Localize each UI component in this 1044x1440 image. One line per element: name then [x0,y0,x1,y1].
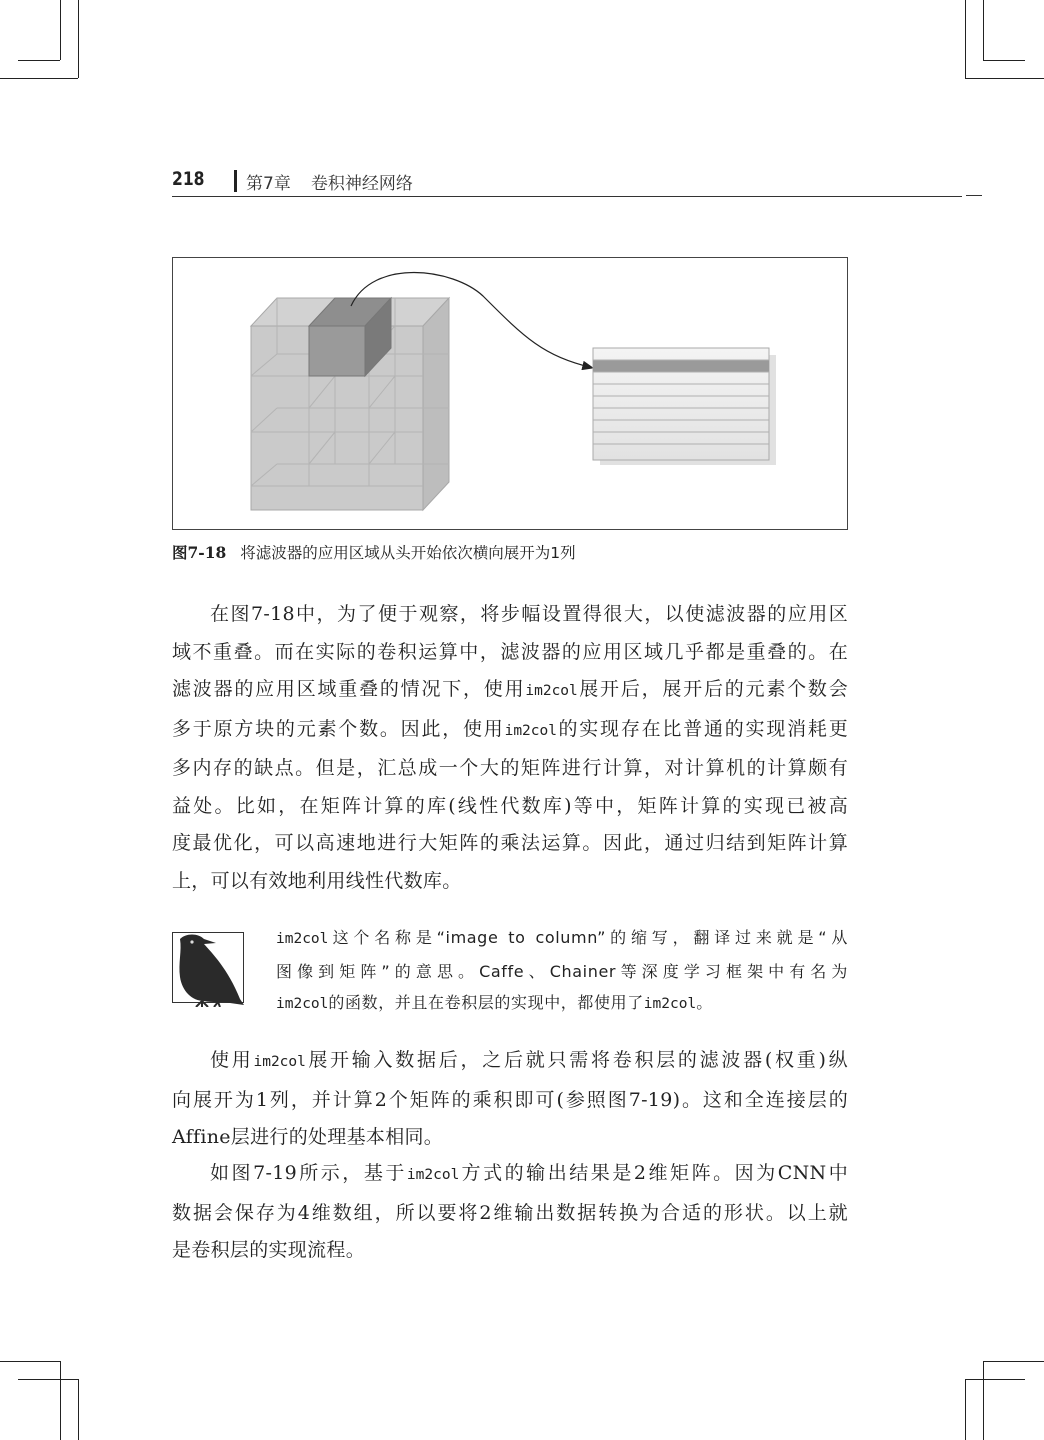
figure-caption-label: 图7-18 [172,543,227,562]
crow-note-icon [172,929,246,1007]
code-im2col: im2col [643,996,697,1012]
figure-7-18 [172,257,848,530]
crop-mark [983,1361,1044,1362]
crop-mark [983,60,1025,61]
crop-mark [0,78,78,79]
note-line [276,987,848,1021]
paragraph-line: 多内存的缺点。但是，汇总成一个大的矩阵进行计算，对计算机的计算颇有 [172,757,848,779]
body-paragraph-1 [172,596,848,900]
paragraph-line: 度最优化，可以高速地进行大矩阵的乘法运算。因此，通过归结到矩阵计算 [172,832,848,854]
crop-mark [965,1379,966,1440]
crop-mark [60,0,61,60]
header-rule-tail [966,195,982,196]
paragraph-line: 域不重叠。而在实际的卷积运算中，滤波器的应用区域几乎都是重叠的。在 [172,640,848,663]
text-run: 展开后，展开后的元素个数会 [577,678,848,700]
crop-mark [983,0,984,60]
paragraph-line: 上，可以有效地利用线性代数库。 [172,869,462,892]
text-run: 滤波器的应用区域重叠的情况下，使用 [172,678,526,700]
chapter-title: 卷积神经网络 [310,174,413,194]
paragraph-line [172,711,848,751]
page-number: 218 [172,168,205,190]
note-line [276,922,848,956]
text-run: 展开输入数据后，之后就只需将卷积层的滤波器(权重)纵 [305,1049,848,1071]
paragraph-line: Affine层进行的处理基本相同。 [172,1126,444,1148]
code-im2col: im2col [504,722,557,739]
text-run: 如图7-19所示，基于 [210,1162,407,1184]
paragraph-line: 数据会保存为4维数组，所以要将2维输出数据转换为合适的形状。以上就 [172,1201,848,1224]
paragraph-line: 益处。比如，在矩阵计算的库(线性代数库)等中，矩阵计算的实现已被高 [172,794,848,817]
text-run: 方式的输出结果是2维矩阵。因为CNN中 [459,1162,848,1184]
crop-mark [78,1379,79,1440]
body-paragraph-3 [172,1155,848,1270]
crop-mark [60,1361,61,1440]
figure-caption-text: 将滤波器的应用区域从头开始依次横向展开为1列 [240,544,576,562]
code-im2col: im2col [276,931,329,947]
text-run: 的函数，并且在卷积层的实现中，都使用了 [328,993,644,1012]
paragraph-line: 在图7-18中，为了便于观察，将步幅设置得很大，以使滤波器的应用区 [210,603,848,625]
crop-mark [0,1361,60,1362]
paragraph-line [172,671,848,711]
code-im2col: im2col [276,996,329,1012]
paragraph-line: 是卷积层的实现流程。 [172,1239,366,1261]
running-header [172,166,962,197]
figure-caption [172,541,576,563]
body-paragraph-2 [172,1042,848,1157]
crop-mark [965,1379,1025,1380]
paragraph-line [172,1155,848,1195]
text-run: 的实现存在比普通的实现消耗更 [556,717,848,740]
crop-mark [18,60,60,61]
text-run: 多于原方块的元素个数。因此，使用 [172,717,505,740]
crop-mark [965,78,1044,79]
chapter-heading [246,169,413,194]
paragraph-line: 向展开为1列，并计算2个矩阵的乘积即可(参照图7-19)。这和全连接层的 [172,1088,848,1111]
im2col-diagram [173,258,849,531]
note-box [276,922,848,1021]
code-im2col: im2col [253,1054,306,1070]
text-run: 。 [696,993,713,1012]
text-run: 这个名称是“image to column”的缩写，翻译过来就是“从 [328,928,848,947]
code-im2col: im2col [525,683,578,699]
input-block-3d [251,298,449,510]
note-line: 图像到矩阵”的意思。Caffe、Chainer等深度学习框架中有名为 [276,961,848,981]
chapter-label: 第7章 [246,174,291,194]
crop-mark [965,0,966,78]
im2col-output-matrix [593,348,776,465]
code-im2col: im2col [406,1167,460,1183]
crop-mark [983,1361,984,1440]
text-run: 使用 [210,1049,254,1071]
header-divider [234,170,237,192]
crop-mark [18,1379,78,1380]
paragraph-line [172,1042,848,1082]
crop-mark [78,0,79,78]
